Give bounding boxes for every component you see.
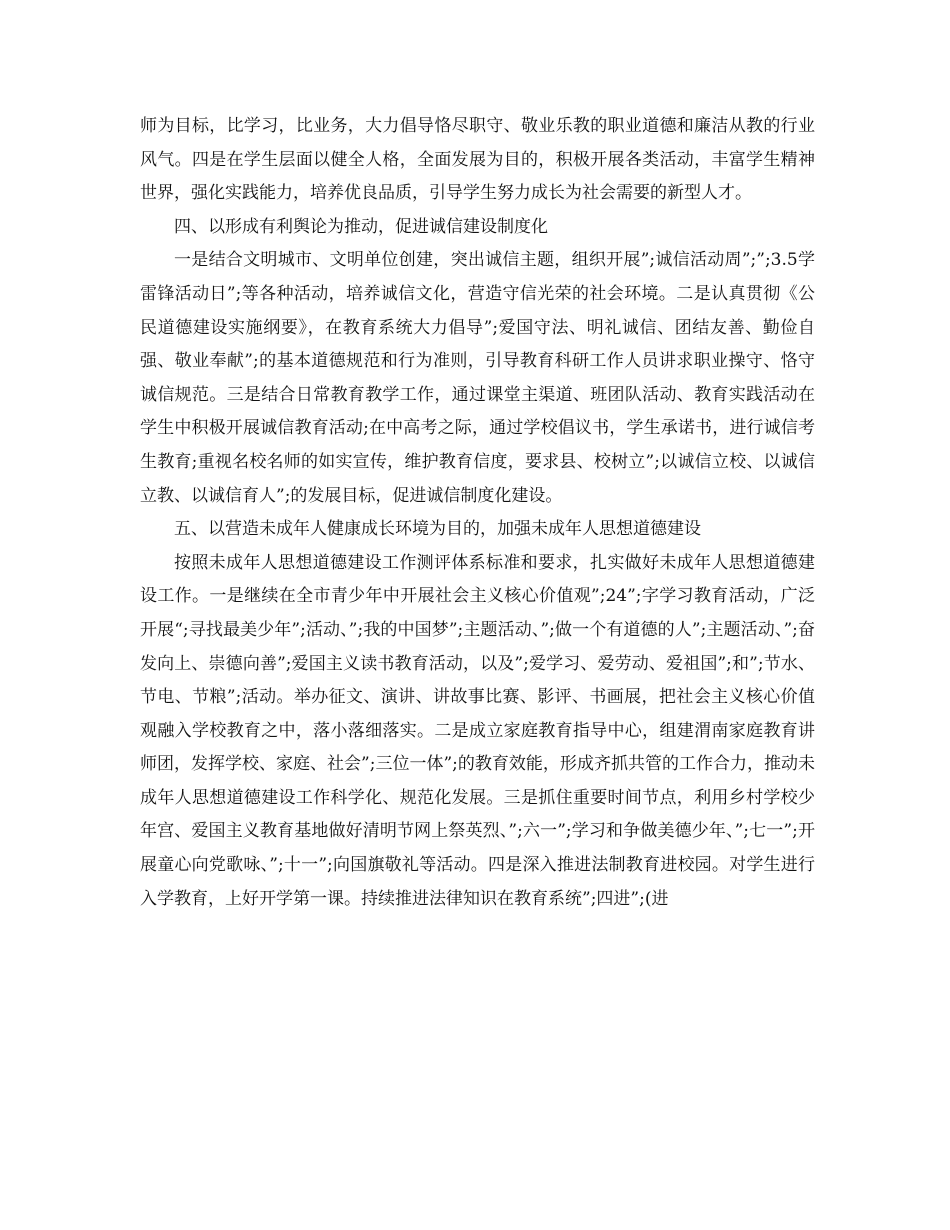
document-page <box>140 110 815 916</box>
body-paragraph-3: 按照未成年人思想道德建设工作测评体系标准和要求，扎实做好未成年人思想道德建设工作。一是继续在全市青少年中开展社会主义核心价值观”;24”;字学习教育活动，广泛开展“;寻找最美少年”;活动、”;我的中国梦”;主题活动、”;做一个有道德的人”;主题活动、”;奋发向上、崇德向善”;爱国主义读书教育活动，以及”;爱学习、爱劳动、爱祖国”;和”;节水、节电、节粮”;活动。举办征文、演讲、讲故事比赛、影评、书画展，把社会主义核心价值观融入学校教育之中，落小落细落实。二是成立家庭教育指导中心，组建渭南家庭教育讲师团，发挥学校、家庭、社会”;三位一体”;的教育效能，形成齐抓共管的工作合力，推动未成年人思想道德建设工作科学化、规范化发展。三是抓住重要时间节点，利用乡村学校少年宫、爱国主义教育基地做好清明节网上祭英烈、”;六一”;学习和争做美德少年、”;七一”;开展童心向党歌咏、”;十一”;向国旗敬礼等活动。四是深入推进法制教育进校园。对学生进行入学教育，上好开学第一课。持续推进法律知识在教育系统”;四进”;(进 <box>140 552 815 909</box>
section-heading-5: 五、以营造未成年人健康成长环境为目的，加强未成年人思想道德建设 <box>174 519 701 540</box>
section-heading-4: 四、以形成有利舆论为推动，促进诚信建设制度化 <box>174 216 548 237</box>
body-paragraph-2: 一是结合文明城市、文明单位创建，突出诚信主题，组织开展”;诚信活动周”;”;3.5学雷锋活动日”;等各种活动，培养诚信文化，营造守信光荣的社会环境。二是认真贯彻《公民道德建设实施纲要》，在教育系统大力倡导”;爱国守法、明礼诚信、团结友善、勤俭自强、敬业奉献”;的基本道德规范和行为准则，引导教育科研工作人员讲求职业操守、恪守诚信规范。三是结合日常教育教学工作，通过课堂主渠道、班团队活动、教育实践活动在学生中积极开展诚信教育活动;在中高考之际，通过学校倡议书，学生承诺书，进行诚信考生教育;重视名校名师的如实宣传，维护教育信度，要求县、校树立”;以诚信立校、以诚信立教、以诚信育人”;的发展目标，促进诚信制度化建设。 <box>140 250 815 506</box>
body-paragraph-1: 师为目标，比学习，比业务，大力倡导恪尽职守、敬业乐教的职业道德和廉洁从教的行业风气。四是在学生层面以健全人格，全面发展为目的，积极开展各类活动，丰富学生精神世界，强化实践能力，培养优良品质，引导学生努力成长为社会需要的新型人才。 <box>140 116 815 204</box>
